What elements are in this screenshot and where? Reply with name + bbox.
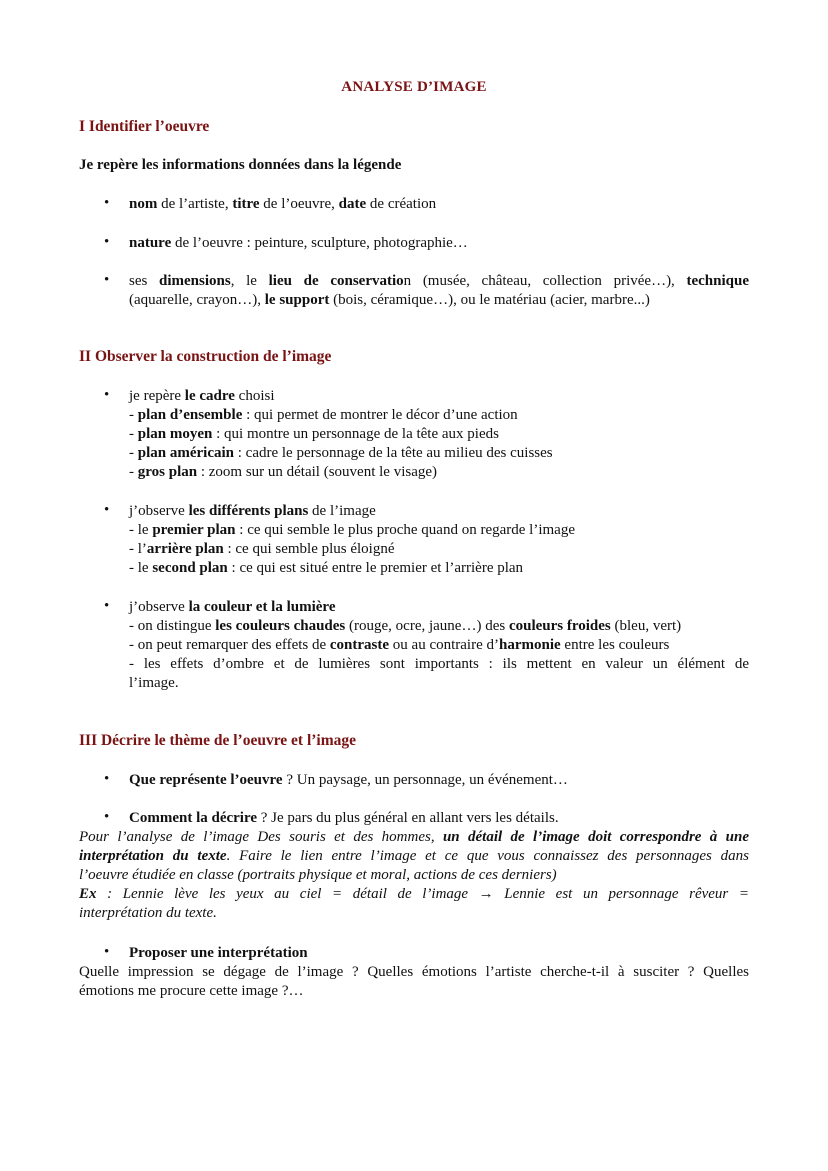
analysis-note: Pour l’analyse de l’image Des souris et des hommes, un détail de l’image doit correspondre à une interprétation du texte. Faire le lien entre l’image et ce que vous connaissez des personnages dans l’oeuvre étudiée en classe (portraits physique et moral, actions de ces derniers) Ex : Lennie lève les yeux au ciel = détail de l’image → Lennie est un personnage rêveur = interprétation du texte. <box>79 829 750 921</box>
bullet-icon: • <box>104 944 110 960</box>
final-questions: Quelle impression se dégage de l’image ? Quelles émotions l’artiste cherche-t-il à susciter ? Quelles émotions me procure cette image ?… <box>79 964 749 999</box>
list-item-que-represente: Que représente l’oeuvre ? Un paysage, un personnage, un événement… <box>129 772 568 788</box>
bullet-icon: • <box>104 272 110 288</box>
section-1-heading: I Identifier l’oeuvre <box>79 118 210 135</box>
list-item-comment-decrire: Comment la décrire ? Je pars du plus général en allant vers les détails. <box>129 810 559 826</box>
section-2-heading: II Observer la construction de l’image <box>79 348 332 365</box>
bullet-icon: • <box>104 502 110 518</box>
page-title: ANALYSE D’IMAGE <box>341 79 487 95</box>
bullet-icon: • <box>104 598 110 614</box>
bullet-icon: • <box>104 195 110 211</box>
bullet-icon: • <box>104 771 110 787</box>
list-item-nom: nom de l’artiste, titre de l’oeuvre, date de création <box>129 196 437 212</box>
section-3-heading: III Décrire le thème de l’oeuvre et l’image <box>79 732 357 749</box>
section-1-subheading: Je repère les informations données dans la légende <box>79 157 402 173</box>
bullet-icon: • <box>104 234 110 250</box>
bullet-icon: • <box>104 387 110 403</box>
list-item-interpretation: Proposer une interprétation <box>129 945 308 961</box>
bullet-icon: • <box>104 809 110 825</box>
list-item-nature: nature de l’oeuvre : peinture, sculpture, photographie… <box>129 235 468 251</box>
list-item-plans: j’observe les différents plans de l’image - le premier plan : ce qui semble le plus proche quand on regarde l’image - l’arrière plan : ce qui semble plus éloigné - le second plan : ce qui est situé entre le premier et l’arrière plan <box>129 503 575 576</box>
list-item-dimensions: ses dimensions, le lieu de conservation (musée, château, collection privée…), technique (aquarelle, crayon…), le support (bois, céramique…), ou le matériau (acier, marbre...) <box>129 273 749 308</box>
list-item-cadre: je repère le cadre choisi - plan d’ensemble : qui permet de montrer le décor d’une action - plan moyen : qui montre un personnage de la tête aux pieds - plan américain : cadre le personnage de la tête au milieu des cuisses - gros plan : zoom sur un détail (souvent le visage) <box>129 388 553 480</box>
list-item-couleur: j’observe la couleur et la lumière - on distingue les couleurs chaudes (rouge, ocre, jaune…) des couleurs froides (bleu, vert) - on peut remarquer des effets de contraste ou au contraire d’harmonie entre les couleurs - les effets d’ombre et de lumières sont importants : ils mettent en valeur un élément de l’image. <box>129 599 749 691</box>
